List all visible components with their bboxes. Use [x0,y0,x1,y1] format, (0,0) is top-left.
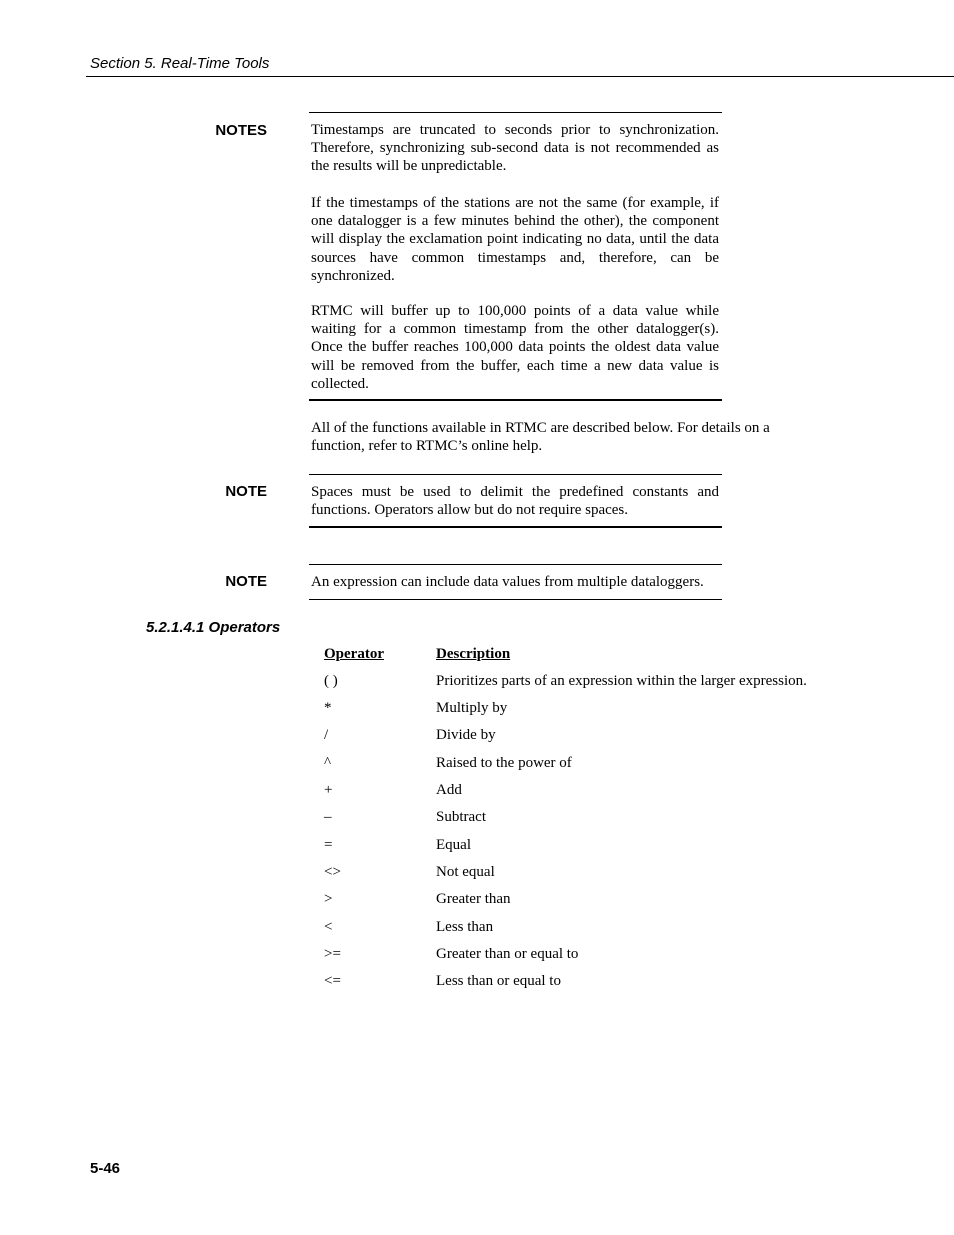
operator-description: Less than or equal to [436,973,561,989]
notes-paragraph-1: Timestamps are truncated to seconds prior to synchronization. Therefore, synchronizing sub-second data is not recommended as the results will be unpredictable. [311,122,719,175]
operator-symbol: ^ [324,755,332,771]
notes-paragraph-2: If the timestamps of the stations are not the same (for example, if one datalogger is a few minutes behind the other), the component will display the exclamation point indicating no data, until the data sources have common timestamps and, therefore, can be synchronized. [311,195,719,284]
notes-bottom-rule [309,399,722,401]
page-number: 5-46 [90,1160,121,1177]
operator-symbol: + [324,782,333,798]
note2-top-rule [309,564,722,565]
operator-symbol: <= [324,973,341,989]
operator-description: Greater than or equal to [436,946,579,962]
operator-description: Divide by [436,727,496,743]
operator-description: Prioritizes parts of an expression within the larger expression. [436,673,807,689]
operator-description: Multiply by [436,700,508,716]
notes-label: NOTES [215,122,267,139]
operators-heading: 5.2.1.4.1 Operators [146,619,281,636]
operator-symbol: – [324,809,332,825]
operator-symbol: <> [324,864,341,880]
operator-symbol: = [324,837,333,853]
note1-bottom-rule [309,526,722,528]
note2-bottom-rule [309,599,722,600]
operator-description: Add [436,782,462,798]
operator-symbol: > [324,891,333,907]
note1-top-rule [309,474,722,475]
operator-description: Not equal [436,864,495,880]
note1-label: NOTE [225,483,267,500]
operator-description: Less than [436,919,494,935]
header-rule [86,76,954,77]
operator-symbol: / [324,727,329,743]
operator-description: Subtract [436,809,486,825]
column-header-description: Description [436,646,511,662]
note1-text: Spaces must be used to delimit the predefined constants and functions. Operators allow but do not require spaces. [311,484,719,519]
operator-symbol: * [324,700,332,716]
notes-top-rule [309,112,722,113]
column-header-operator: Operator [324,646,384,662]
operator-symbol: >= [324,946,341,962]
operator-description: Raised to the power of [436,755,572,771]
operator-symbol: ( ) [324,673,338,689]
operator-description: Equal [436,837,471,853]
note2-label: NOTE [225,573,267,590]
running-header: Section 5. Real-Time Tools [90,55,270,72]
notes-paragraph-3: RTMC will buffer up to 100,000 points of a data value while waiting for a common timestamp from the other datalogger(s). Once the buffer reaches 100,000 data points the oldest data value will be removed from the buffer, each time a new data value is collected. [311,303,719,392]
note2-text: An expression can include data values from multiple dataloggers. [311,574,704,590]
operator-description: Greater than [436,891,511,907]
operator-symbol: < [324,919,333,935]
functions-intro-text: All of the functions available in RTMC are described below. For details on a function, refer to RTMC’s online help. [311,420,770,455]
